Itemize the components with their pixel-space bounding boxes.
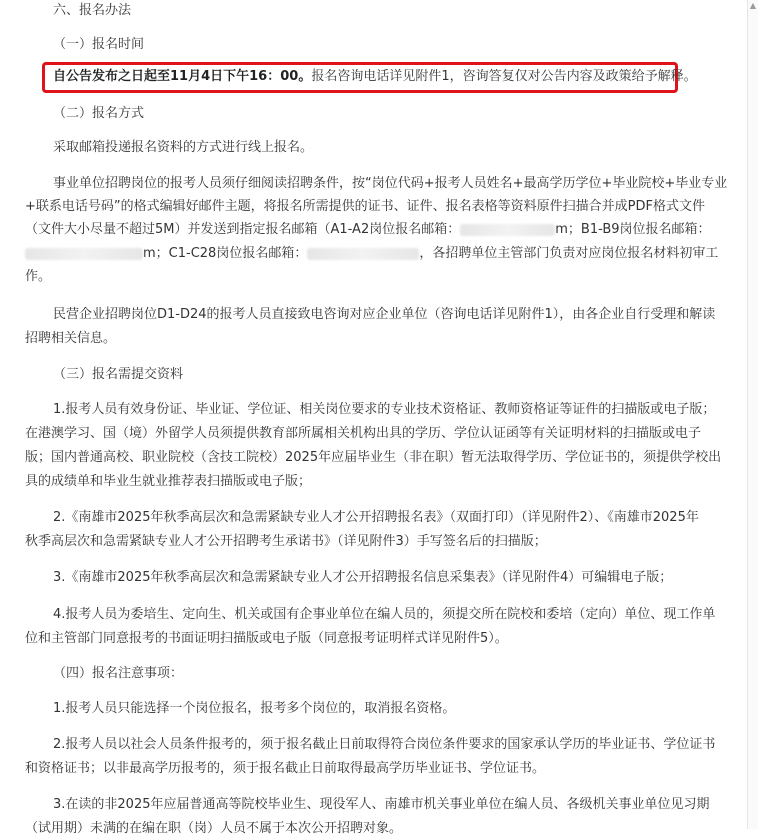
instruction-line-3	[25, 219, 711, 241]
material-item-4-line-2: 位和主管部门同意报考的书面证明扫描版或电子版（同意报考证明样式详见附件5）。	[25, 631, 508, 646]
material-item-2-line-2: 秋季高层次和急需紧缺专业人才公开招聘考生承诺书》（详见附件3）手写签名后的扫描版；	[25, 534, 547, 549]
registration-time-bold: 自公告发布之日起至11月4日下午16：00。	[53, 69, 312, 84]
instruction-line-3a: （文件大小尽量不超过5M）并发送到指定报名邮箱（A1-A2岗位报名邮箱：	[25, 222, 461, 237]
material-item-1-line-3: 版；国内普通高校、职业院校（含技工院校）2025年应届毕业生（非在职）暂无法取得学历、学位证书的，须提供学校出	[25, 450, 722, 465]
method-line: 采取邮箱投递报名资料的方式进行线上报名。	[53, 140, 314, 155]
note-2-line-1: 2.报考人员以社会人员条件报考的，须于报名截止日前取得符合岗位条件要求的国家承认学历的毕业证书、学位证书	[53, 737, 716, 752]
material-item-1-line-4: 具的成绩单和毕业生就业推荐表扫描版或电子版；	[25, 474, 312, 489]
note-2-line-2: 和资格证书；以非最高学历报考的，须于报名截止日前取得最高学历毕业证书、学位证书。	[25, 761, 546, 776]
instruction-line-4b: ，各招聘单位主管部门负责对应岗位报名材料初审工	[419, 246, 719, 261]
material-item-1-line-1: 1.报考人员有效身份证、毕业证、学位证、相关岗位要求的专业技术资格证、教师资格证等证件的扫描版或电子版；	[53, 402, 716, 417]
private-line-2: 招聘相关信息。	[25, 331, 117, 346]
instruction-line-1: 事业单位招聘岗位的报考人员须仔细阅读招聘条件，按“岗位代码+报考人员姓名+最高学历学位+毕业院校+毕业专业	[53, 176, 728, 191]
instruction-line-2: +联系电话号码”的格式编辑好邮件主题，将报名所需提供的证书、证件、报名表格等资料原件扫描合并成PDF格式文件	[25, 199, 705, 214]
subsection-title-time: （一）报名时间	[53, 37, 145, 52]
material-item-4-line-1: 4.报考人员为委培生、定向生、机关或国有企事业单位在编人员的，须提交所在院校和委培（定向）单位、现工作单	[53, 607, 716, 622]
note-3-line-2: （试用期）未满的在编在职（岗）人员不属于本次公开招聘对象。	[25, 821, 403, 836]
redacted-email	[307, 248, 419, 260]
redacted-email	[25, 248, 143, 260]
subsection-title-materials: （三）报名需提交资料	[53, 367, 184, 382]
subsection-title-notes: （四）报名注意事项：	[53, 666, 184, 681]
instruction-line-5: 作。	[25, 269, 52, 284]
registration-time-line	[53, 66, 697, 88]
note-1: 1.报考人员只能选择一个岗位报名，报考多个岗位的，取消报名资格。	[53, 701, 456, 716]
note-3-line-1: 3.在读的非2025年应届普通高等院校毕业生、现役军人、南雄市机关事业单位在编人员、各级机关事业单位见习期	[53, 797, 710, 812]
registration-time-rest: 报名咨询电话详见附件1，咨询答复仅对公告内容及政策给予解释。	[311, 69, 697, 84]
material-item-3: 3.《南雄市2025年秋季高层次和急需紧缺专业人才公开招聘报名信息采集表》（详见附件4）可编辑电子版；	[53, 570, 673, 585]
vertical-scrollbar[interactable]	[747, 0, 758, 829]
instruction-line-3b: m；B1-B9岗位报名邮箱：	[555, 222, 711, 237]
subsection-title-method: （二）报名方式	[53, 106, 145, 121]
material-item-2-line-1: 2.《南雄市2025年秋季高层次和急需紧缺专业人才公开招聘报名表》（双面打印）（详见附件2）、《南雄市2025年	[53, 510, 699, 525]
redacted-email	[460, 224, 555, 236]
material-item-1-line-2: 在港澳学习、国（境）外留学人员须提供教育部所属相关机构出具的学历、学位认证函等有关证明材料的扫描版或电子	[25, 426, 702, 441]
instruction-line-4a: m；C1-C28岗位报名邮箱：	[143, 246, 308, 261]
private-line-1: 民营企业招聘岗位D1-D24的报考人员直接致电咨询对应企业单位（咨询电话详见附件1），由各企业自行受理和解读	[53, 307, 716, 322]
section-title: 六、报名办法	[53, 3, 132, 18]
instruction-line-4	[25, 243, 718, 265]
scroll-up-arrow-icon[interactable]: ▲	[749, 1, 757, 10]
